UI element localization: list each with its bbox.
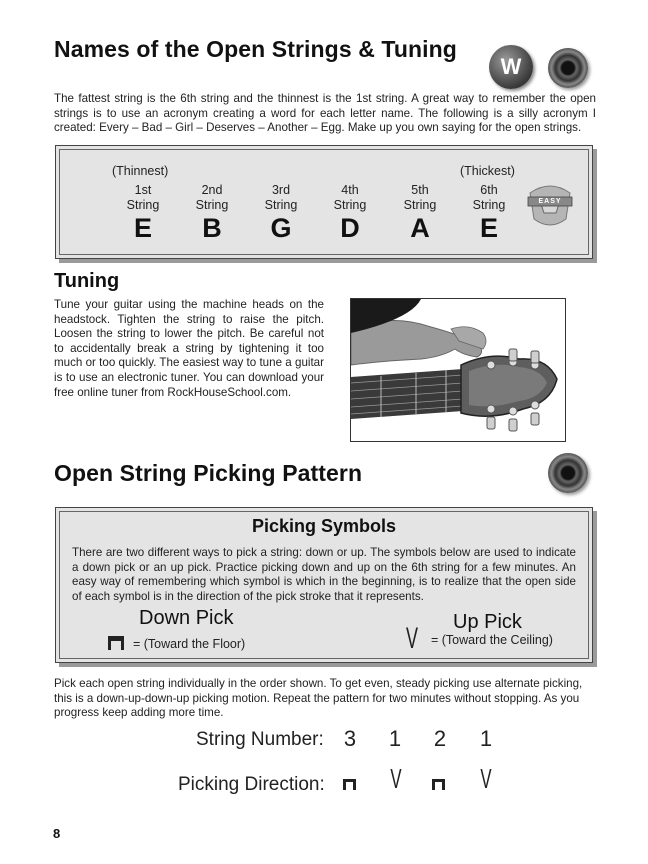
page-number: 8 — [53, 826, 61, 841]
up-pick-symbol-icon: V — [406, 622, 419, 655]
up-pick-desc: = (Toward the Ceiling) — [431, 633, 553, 647]
string-letter: A — [410, 213, 430, 243]
string-word: String — [195, 198, 229, 212]
section-title-open-strings: Names of the Open Strings & Tuning — [54, 36, 457, 62]
video-badge-letter: W — [500, 54, 522, 79]
up-pick-label: Up Pick — [453, 611, 522, 633]
string-ordinal: 3rd — [271, 183, 291, 197]
string-letter: E — [133, 213, 152, 243]
string-ordinal: 6th — [480, 183, 498, 197]
speaker-icon[interactable] — [548, 48, 588, 88]
picking-symbols-title: Picking Symbols — [251, 516, 397, 536]
pattern-string-number: 1 — [388, 726, 402, 751]
speaker-icon[interactable] — [548, 453, 588, 493]
down-pick-label: Down Pick — [139, 607, 234, 629]
down-pick-symbol-icon — [108, 636, 124, 650]
easy-badge-label: EASY — [538, 198, 562, 205]
pattern-paragraph: Pick each open string individually in the order shown. To get even, steady picking use alternate picking, this is a down-up-down-up picking motion. Repeat the pattern for two minutes without stopping. As you progress keep adding more time. — [54, 677, 583, 720]
string-ordinal: 5th — [411, 183, 429, 197]
down-pick-icon — [343, 779, 356, 790]
pattern-string-number: 3 — [343, 726, 357, 751]
pattern-string-number: 1 — [479, 726, 493, 751]
up-pick-icon: V — [480, 763, 492, 794]
down-pick-icon — [432, 779, 445, 790]
intro-paragraph: The fattest string is the 6th string and the thinnest is the 1st string. A great way to remember the open strings is to use an acronym creating a word for each letter name. The following is a silly acronym I created: Every – Bad – Girl – Deserves – Another – Egg. Make up you own saying for the open strings. — [54, 92, 596, 135]
up-pick-icon: V — [390, 763, 402, 794]
string-word: String — [333, 198, 367, 212]
string-column — [385, 183, 455, 243]
section-title-picking-pattern: Open String Picking Pattern — [54, 460, 363, 486]
string-ordinal: 4th — [341, 183, 359, 197]
tuning-paragraph: Tune your guitar using the machine heads on the headstock. Tighten the string to raise the pitch. Loosen the string to lower the pitch. Be careful not to accidentally break a string by tightening it too much or too quickly. The easiest way to tune a guitar is to use an electronic tuner. You can download your free online tuner from RockHouseSchool.com. — [54, 298, 324, 399]
picking-symbols-box — [55, 507, 593, 663]
picking-direction-label: Picking Direction: — [178, 774, 325, 795]
string-column — [177, 183, 247, 243]
string-number-label: String Number: — [196, 729, 324, 750]
string-letter: E — [479, 213, 498, 243]
pattern-string-number: 2 — [433, 726, 447, 751]
string-column — [108, 183, 178, 243]
string-column — [315, 183, 385, 243]
string-word: String — [403, 198, 437, 212]
thinnest-label: (Thinnest) — [112, 164, 169, 178]
easy-level-badge-icon — [526, 179, 574, 229]
string-word: String — [472, 198, 506, 212]
string-letter: B — [202, 213, 222, 243]
string-column — [246, 183, 316, 243]
string-letter: G — [270, 213, 292, 243]
string-letter: D — [340, 213, 360, 243]
down-pick-desc: = (Toward the Floor) — [133, 637, 246, 651]
string-column — [454, 183, 524, 243]
string-word: String — [264, 198, 298, 212]
string-ordinal: 1st — [134, 183, 152, 197]
thickest-label: (Thickest) — [460, 164, 515, 178]
video-badge-icon[interactable] — [489, 45, 533, 89]
tuning-title: Tuning — [54, 270, 120, 292]
string-word: String — [126, 198, 160, 212]
guitar-tuning-photo — [350, 298, 566, 442]
string-ordinal: 2nd — [201, 183, 223, 197]
picking-symbols-paragraph: There are two different ways to pick a string: down or up. The symbols below are used to indicate a down pick or an up pick. Practice picking down and up on the 6th string for a few minutes. An easy way of remembering which symbol is which in the beginning, is to realize that the open side of each symbol is in the direction of the pick stroke that it represents. — [72, 546, 576, 603]
open-strings-box — [55, 145, 593, 259]
